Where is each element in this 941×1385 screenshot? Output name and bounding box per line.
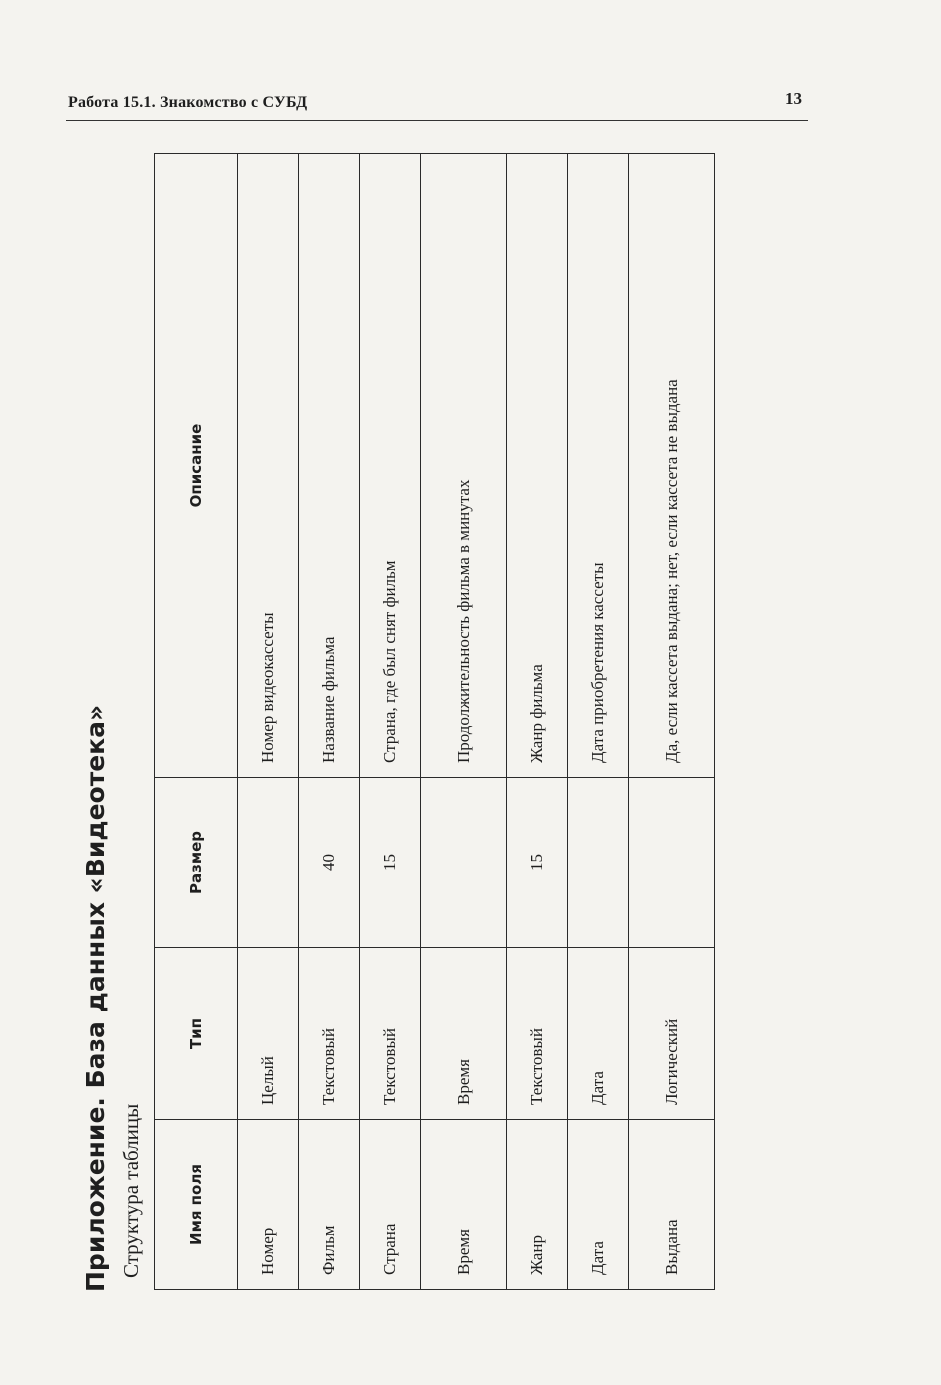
- cell-field-name: Страна: [360, 1120, 421, 1290]
- cell-field-name: Номер: [238, 1120, 299, 1290]
- cell-description: Да, если кассета выдана; нет, если кассета не выдана: [629, 154, 715, 778]
- table-row: [299, 154, 360, 1290]
- cell-size: 40: [299, 778, 360, 948]
- appendix-title: Приложение. База данных «Видеотека»: [81, 704, 110, 1292]
- cell-type: Целый: [238, 948, 299, 1120]
- cell-type: Дата: [568, 948, 629, 1120]
- cell-description: Дата приобретения кассеты: [568, 154, 629, 778]
- cell-field-name: Выдана: [629, 1120, 715, 1290]
- cell-size: 15: [360, 778, 421, 948]
- cell-type: Логический: [629, 948, 715, 1120]
- cell-type: Текстовый: [299, 948, 360, 1120]
- cell-type: Текстовый: [507, 948, 568, 1120]
- fields-table: [154, 153, 715, 1290]
- cell-description: Жанр фильма: [507, 154, 568, 778]
- column-header-size: Размер: [155, 778, 238, 948]
- cell-type: Текстовый: [360, 948, 421, 1120]
- cell-description: Продолжительность фильма в минутах: [421, 154, 507, 778]
- column-header-field-name: Имя поля: [155, 1120, 238, 1290]
- table-header-row: [155, 154, 238, 1290]
- cell-description: Страна, где был снят фильм: [360, 154, 421, 778]
- column-header-type: Тип: [155, 948, 238, 1120]
- table-row: [507, 154, 568, 1290]
- cell-size: [629, 778, 715, 948]
- cell-field-name: Фильм: [299, 1120, 360, 1290]
- cell-size: [421, 778, 507, 948]
- running-head: Работа 15.1. Знакомство с СУБД: [68, 94, 308, 111]
- cell-size: [238, 778, 299, 948]
- page-number: 13: [785, 89, 802, 108]
- table-row: [629, 154, 715, 1290]
- cell-description: Название фильма: [299, 154, 360, 778]
- cell-field-name: Время: [421, 1120, 507, 1290]
- column-header-description: Описание: [155, 154, 238, 778]
- cell-size: 15: [507, 778, 568, 948]
- cell-field-name: Дата: [568, 1120, 629, 1290]
- cell-type: Время: [421, 948, 507, 1120]
- rotated-appendix: [78, 160, 690, 1300]
- table-row: [568, 154, 629, 1290]
- header-rule: [66, 120, 808, 121]
- table-row: [421, 154, 507, 1290]
- cell-description: Номер видеокассеты: [238, 154, 299, 778]
- table-row: [238, 154, 299, 1290]
- cell-field-name: Жанр: [507, 1120, 568, 1290]
- table-caption: Структура таблицы: [119, 1103, 143, 1278]
- table-row: [360, 154, 421, 1290]
- cell-size: [568, 778, 629, 948]
